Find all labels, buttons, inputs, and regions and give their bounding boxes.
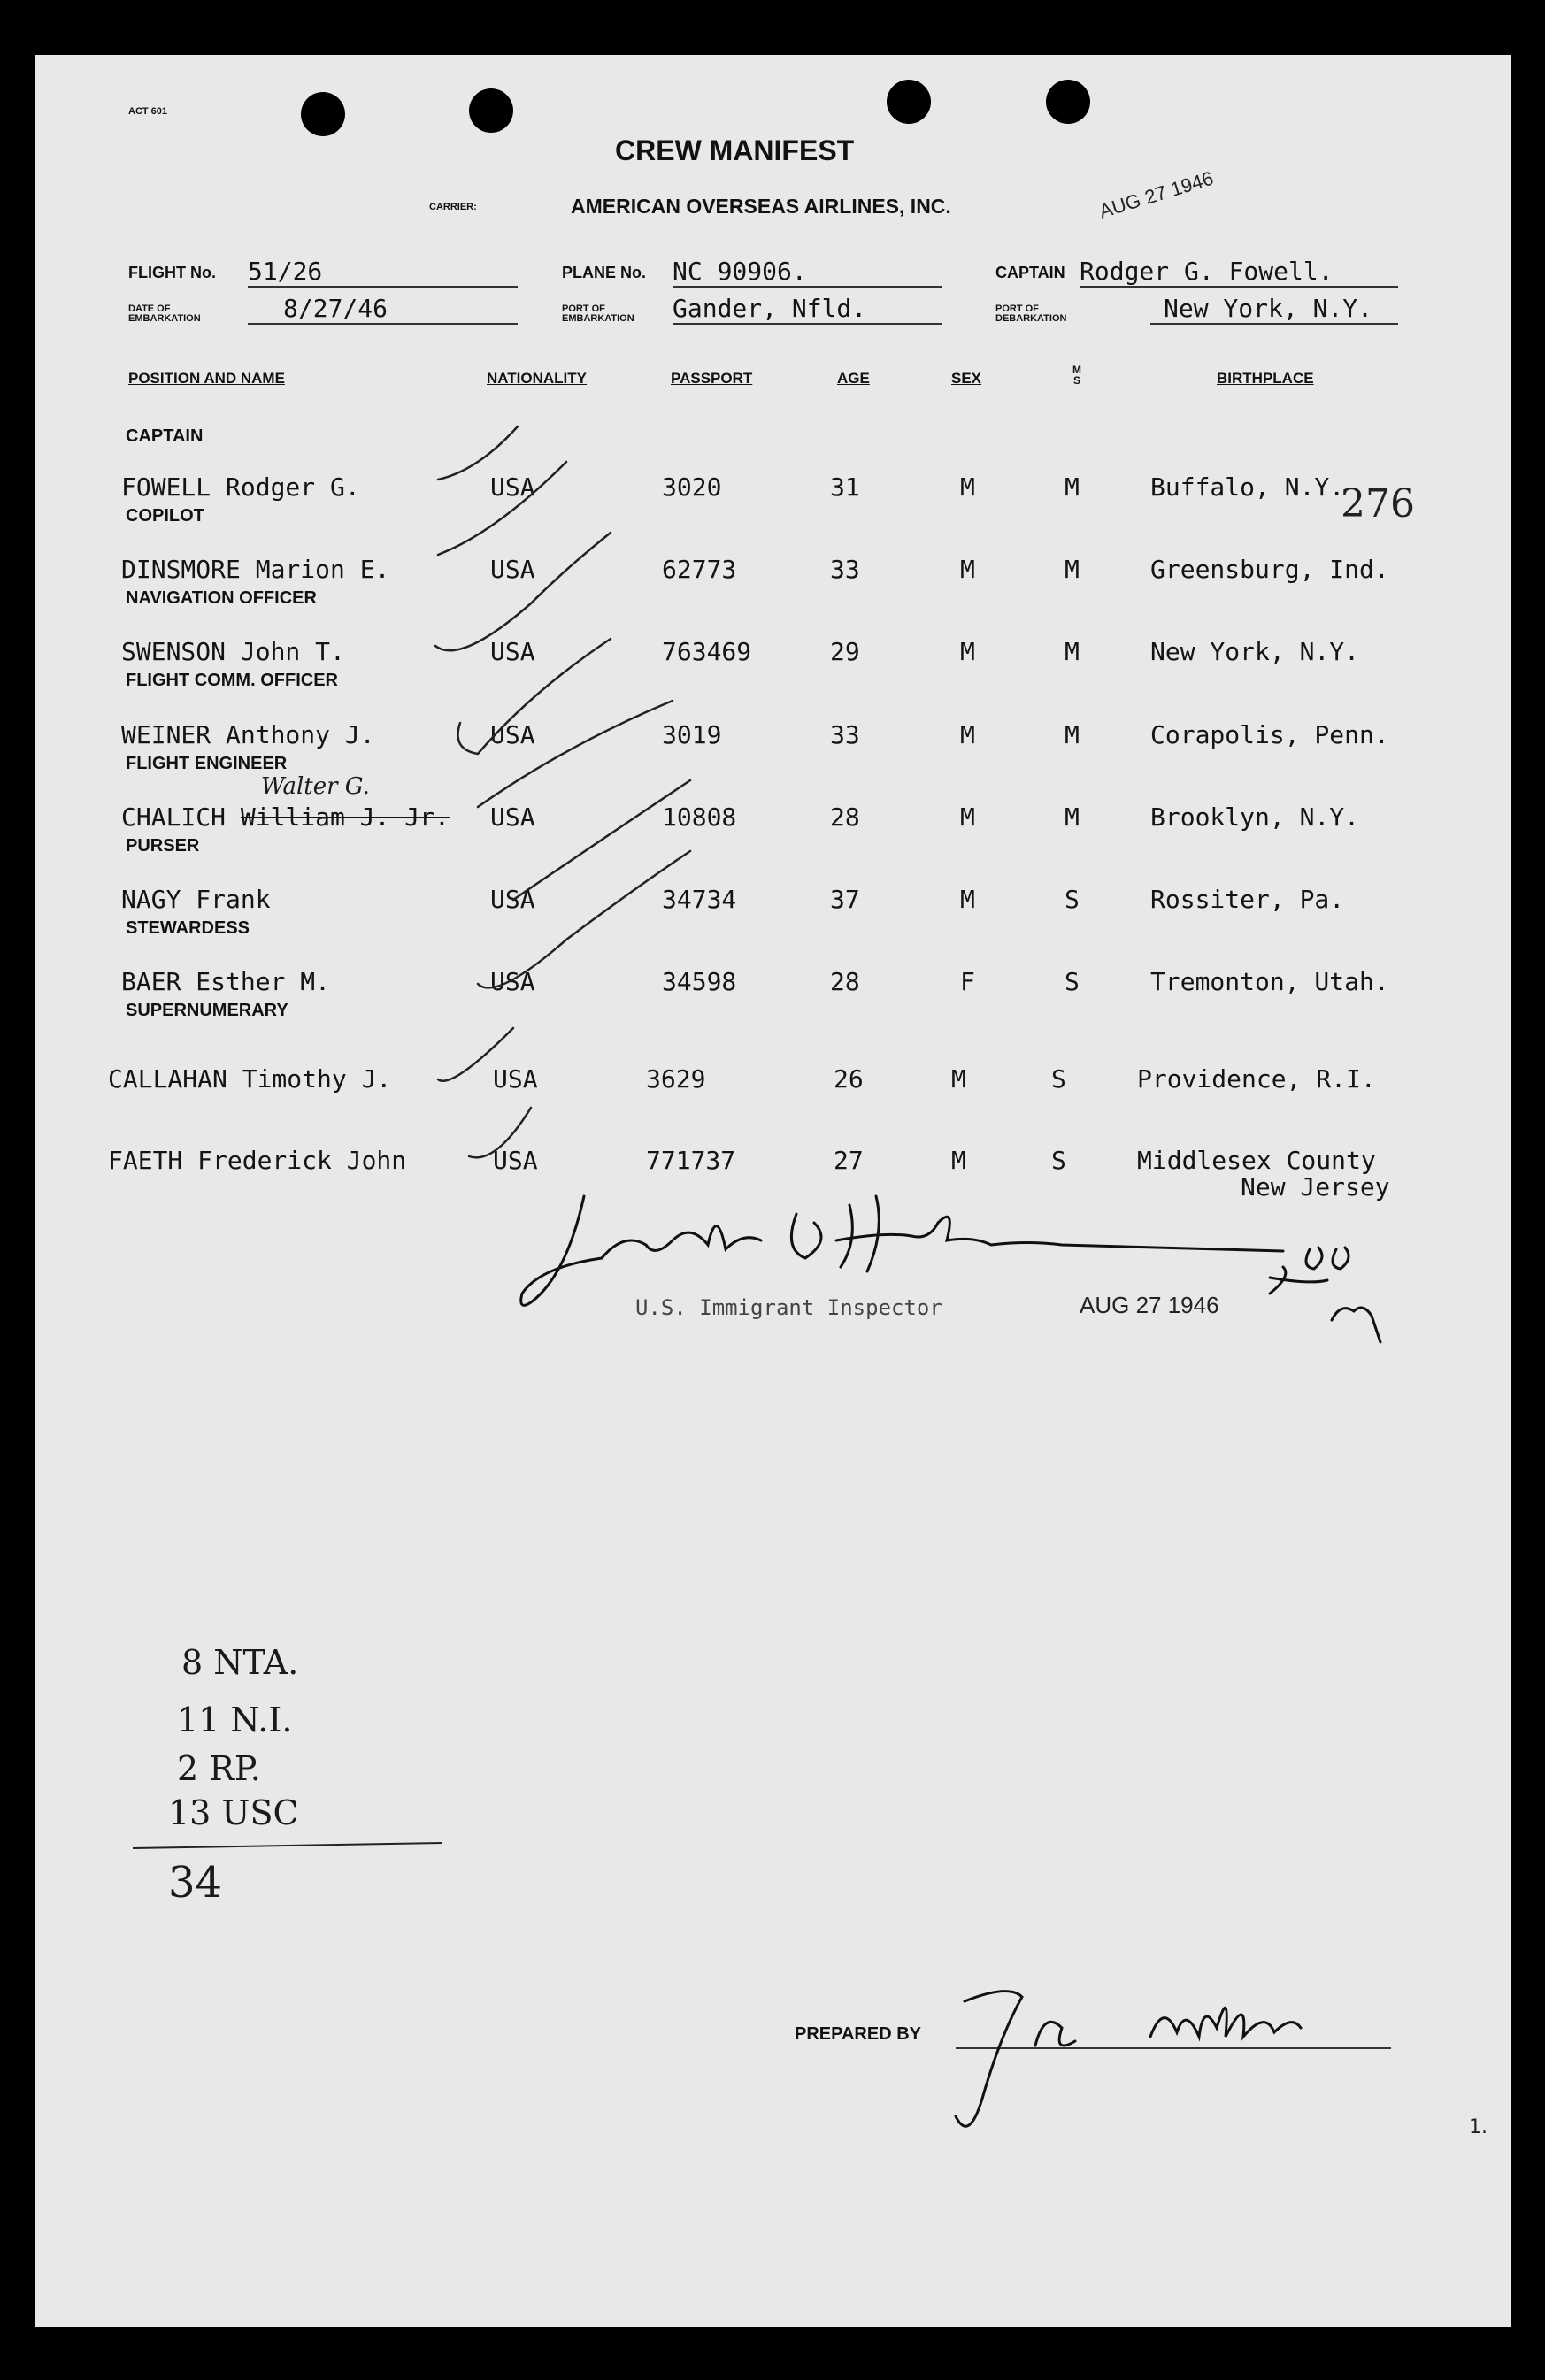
crew-nationality: USA — [490, 802, 535, 832]
crew-birthplace: Buffalo, N.Y. — [1150, 472, 1345, 502]
crew-birthplace: Rossiter, Pa. — [1150, 885, 1345, 914]
crew-marital: M — [1065, 802, 1080, 832]
crew-name: CALLAHAN Timothy J. — [108, 1064, 392, 1094]
crew-marital: S — [1065, 967, 1080, 996]
crew-sex: F — [960, 967, 975, 996]
col-position: POSITION AND NAME — [128, 370, 285, 387]
captain-label: CAPTAIN — [995, 264, 1065, 281]
port-debarkation-label: PORT OF DEBARKATION — [995, 303, 1067, 324]
crew-nationality: USA — [490, 472, 535, 502]
captain-name: Rodger G. Fowell. — [1080, 257, 1334, 286]
tally-line: 13 USC — [168, 1793, 299, 1832]
crew-passport: 3629 — [646, 1064, 706, 1094]
col-birthplace: BIRTHPLACE — [1217, 370, 1314, 387]
embarkation-date: 8/27/46 — [283, 294, 388, 323]
crew-age: 28 — [830, 802, 860, 832]
crew-nationality: USA — [490, 555, 535, 584]
port-embarkation-label: PORT OF EMBARKATION — [562, 303, 634, 324]
crew-nationality: USA — [490, 720, 535, 749]
tally-line: 11 N.I. — [177, 1701, 293, 1739]
crew-marital: M — [1065, 720, 1080, 749]
crew-age: 33 — [830, 555, 860, 584]
crew-name: FOWELL Rodger G. — [121, 472, 360, 502]
crew-marital: M — [1065, 555, 1080, 584]
crew-name: WEINER Anthony J. — [121, 720, 375, 749]
crew-marital: S — [1065, 885, 1080, 914]
crew-age: 33 — [830, 720, 860, 749]
crew-age: 27 — [834, 1146, 864, 1175]
crew-passport: 10808 — [662, 802, 737, 832]
plane-number: NC 90906. — [673, 257, 807, 286]
crew-nationality: USA — [490, 967, 535, 996]
struck-name: William J. Jr. — [240, 802, 450, 832]
inspector-date-stamp: AUG 27 1946 — [1080, 1292, 1219, 1318]
plane-label: PLANE No. — [562, 264, 647, 281]
crew-sex: M — [960, 720, 975, 749]
role-label: COPILOT — [126, 506, 204, 526]
crew-birthplace: Corapolis, Penn. — [1150, 720, 1389, 749]
crew-birthplace: New York, N.Y. — [1150, 637, 1360, 666]
crew-name: CHALICH William J. Jr. — [121, 802, 450, 832]
crew-sex: M — [960, 885, 975, 914]
crew-birthplace: Middlesex County — [1137, 1146, 1376, 1175]
crew-age: 37 — [830, 885, 860, 914]
crew-name: DINSMORE Marion E. — [121, 555, 390, 584]
tally-line: 2 RP. — [177, 1749, 261, 1788]
tally-line: 8 NTA. — [181, 1643, 299, 1682]
manifest-sheet — [35, 55, 1511, 2327]
crew-age: 28 — [830, 967, 860, 996]
crew-marital: M — [1065, 637, 1080, 666]
form-title: CREW MANIFEST — [615, 134, 855, 166]
role-label: CAPTAIN — [126, 426, 204, 446]
crew-passport: 34734 — [662, 885, 737, 914]
tally-total: 34 — [168, 1858, 223, 1908]
col-marital-status: M S — [1072, 364, 1081, 387]
crew-age: 31 — [830, 472, 860, 502]
col-nationality: NATIONALITY — [487, 370, 588, 387]
crew-sex: M — [960, 802, 975, 832]
crew-nationality: USA — [493, 1064, 538, 1094]
col-age: AGE — [837, 370, 870, 387]
crew-sex: M — [960, 555, 975, 584]
crew-sex: M — [951, 1146, 966, 1175]
prepared-by-label: PREPARED BY — [795, 2024, 921, 2044]
page-number: 276 — [1341, 481, 1415, 526]
role-label: STEWARDESS — [126, 918, 250, 938]
port-debarkation: New York, N.Y. — [1164, 294, 1373, 323]
crew-nationality: USA — [490, 637, 535, 666]
crew-sex: M — [960, 637, 975, 666]
role-label: NAVIGATION OFFICER — [126, 588, 317, 608]
crew-nationality: USA — [490, 885, 535, 914]
col-passport: PASSPORT — [671, 370, 753, 387]
port-embarkation: Gander, Nfld. — [673, 294, 867, 323]
carrier-name: AMERICAN OVERSEAS AIRLINES, INC. — [571, 195, 951, 218]
crew-birthplace: Brooklyn, N.Y. — [1150, 802, 1360, 832]
carrier-label: CARRIER: — [429, 202, 477, 212]
crew-passport: 763469 — [662, 637, 752, 666]
flight-label: FLIGHT No. — [128, 264, 216, 281]
crew-birthplace: Providence, R.I. — [1137, 1064, 1376, 1094]
crew-marital: S — [1051, 1146, 1066, 1175]
crew-birthplace: Tremonton, Utah. — [1150, 967, 1389, 996]
crew-marital: S — [1051, 1064, 1066, 1094]
crew-passport: 3019 — [662, 720, 722, 749]
flight-number: 51/26 — [248, 257, 323, 286]
prepared-by-signature — [35, 55, 1511, 2327]
date-label: DATE OF EMBARKATION — [128, 303, 201, 324]
crew-name: BAER Esther M. — [121, 967, 331, 996]
role-label: FLIGHT COMM. OFFICER — [126, 671, 338, 690]
name-correction: Walter G. — [261, 773, 370, 800]
margin-mark: 1. — [1469, 2116, 1487, 2138]
crew-passport: 771737 — [646, 1146, 736, 1175]
crew-birthplace-line2: New Jersey — [1241, 1172, 1390, 1202]
role-label: FLIGHT ENGINEER — [126, 754, 288, 773]
crew-age: 29 — [830, 637, 860, 666]
crew-name: SWENSON John T. — [121, 637, 345, 666]
crew-sex: M — [960, 472, 975, 502]
crew-passport: 62773 — [662, 555, 737, 584]
crew-age: 26 — [834, 1064, 864, 1094]
col-sex: SEX — [951, 370, 982, 387]
inspector-title: U.S. Immigrant Inspector — [635, 1295, 942, 1320]
form-code: ACT 601 — [128, 106, 168, 117]
role-label: SUPERNUMERARY — [126, 1001, 288, 1020]
crew-passport: 3020 — [662, 472, 722, 502]
crew-nationality: USA — [493, 1146, 538, 1175]
crew-sex: M — [951, 1064, 966, 1094]
crew-name: FAETH Frederick John — [108, 1146, 407, 1175]
date-stamp: AUG 27 1946 — [1096, 166, 1216, 223]
crew-name: NAGY Frank — [121, 885, 271, 914]
crew-passport: 34598 — [662, 967, 737, 996]
crew-birthplace: Greensburg, Ind. — [1150, 555, 1389, 584]
crew-marital: M — [1065, 472, 1080, 502]
role-label: PURSER — [126, 836, 200, 856]
